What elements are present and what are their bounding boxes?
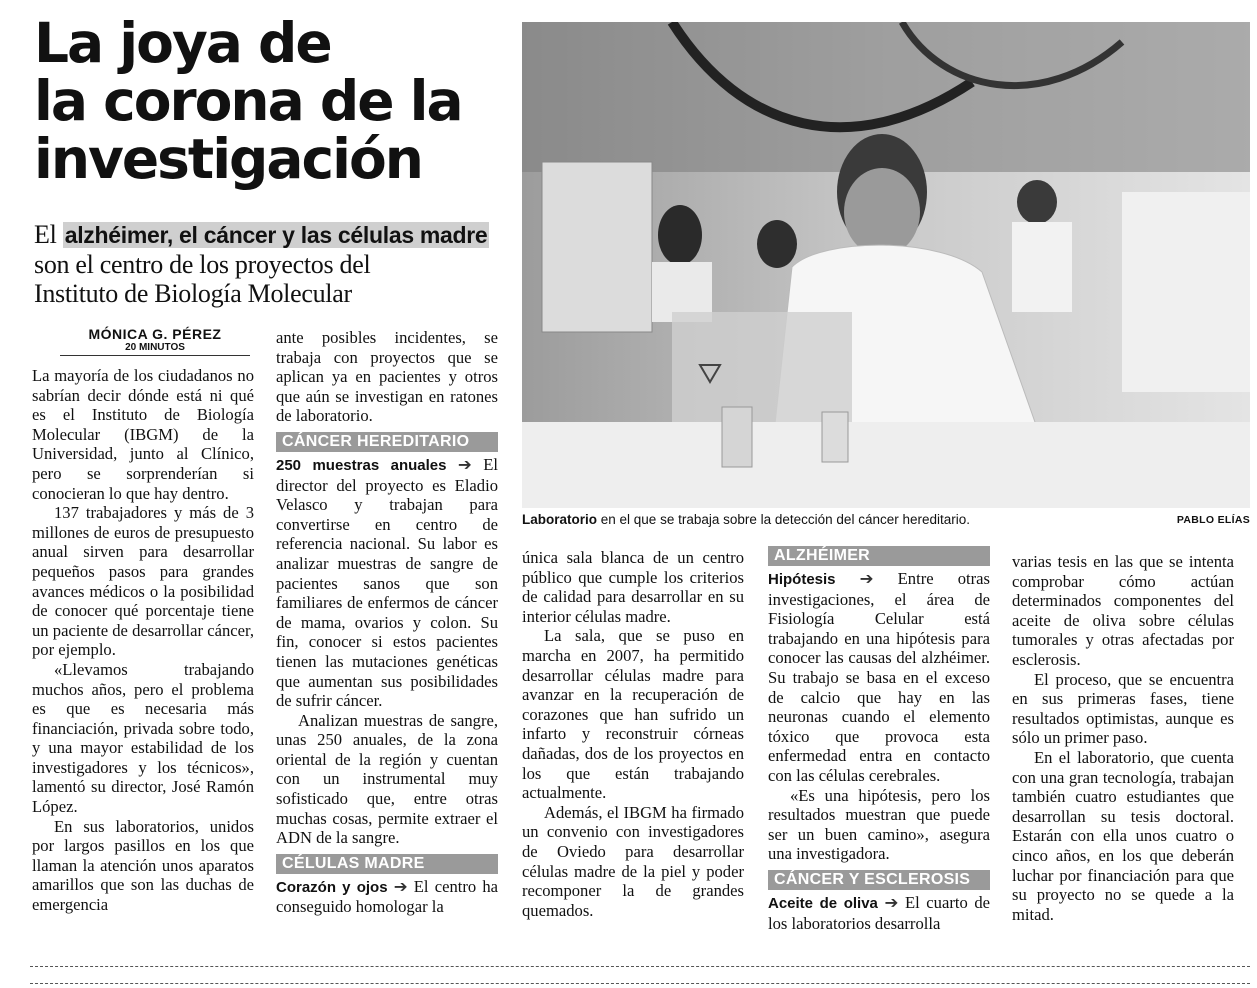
deck-line-2: son el centro de los proyectos del: [34, 250, 371, 279]
arrow-right-icon: ➔: [393, 876, 408, 896]
section-lead: Corazón y ojos: [276, 878, 388, 896]
section-lead: 250 muestras anuales: [276, 456, 447, 474]
section-header-celulas-madre: CÉLULAS MADRE: [276, 854, 498, 874]
headline-line-3: investigación: [34, 127, 422, 191]
paragraph: La mayoría de los ciudadanos no sabrían decir dónde está ni qué es el Instituto de Biología Molecular (IBGM) de la Universidad, junto al Clínico, pero se sorprenderían si conocieran lo que hay dentro.: [32, 366, 254, 503]
arrow-right-icon: ➔: [884, 892, 899, 912]
section-header-cancer-hereditario: CÁNCER HEREDITARIO: [276, 432, 498, 452]
paragraph: Además, el IBGM ha firmado un convenio con investigadores de Oviedo para desarrollar células madre de la piel y poder recomponer la de grandes quemados.: [522, 802, 744, 920]
column-3: [522, 548, 744, 920]
lab-photo: [522, 22, 1250, 508]
paragraph: En sus laboratorios, unidos por largos pasillos en los que llaman la atención unos aparatos amarillos que son las duchas de emergencia: [32, 816, 254, 915]
paragraph: Analizan muestras de sangre, unas 250 anuales, de la zona oriental de la región y cuentan con un instrumental muy sofisticado que, entre otras muchas cosas, permite extraer el ADN de la sangre.: [276, 710, 498, 848]
deck-line-3: Instituto de Biología Molecular: [34, 279, 352, 308]
section-header-alzheimer: ALZHÉIMER: [768, 546, 990, 566]
divider-rule: [30, 983, 1250, 984]
paragraph: «Llevamos trabajando muchos años, pero el problema es que es necesaria más financiación, privada sobre todo, y una mayor estabilidad de los investigadores y los técnicos», lamentó su director, José Ramón López.: [32, 659, 254, 817]
paragraph: 137 trabajadores y más de 3 millones de euros de presupuesto anual sirven para desarrollar pequeños pasos para grandes avances médicos o la posibilidad de conocer qué porcentaje tiene un paciente de desarrollar cáncer, por ejemplo.: [32, 503, 254, 660]
paragraph: El cuarto de los laboratorios desarrolla: [768, 892, 990, 933]
byline: [60, 326, 250, 356]
paragraph: El director del proyecto es Eladio Velasco y trabajan para convertirse en centro de referencia nacional. Su labor es analizar muestras de sangre de pacientes sanos que son familiares de enfermos de cáncer de mama, ovarios y colon. Su fin, conocer si estos pacientes tienen las mutaciones genéticas que aumentan sus posibilidades de sufrir cáncer.: [276, 454, 498, 711]
author-name: MÓNICA G. PÉREZ: [88, 326, 222, 342]
arrow-right-icon: ➔: [859, 569, 874, 588]
paragraph: Entre otras investigaciones, el área de Fisiología Celular está trabajando en una hipótesis para conocer las causas del alzhéimer. Su trabajo se basa en el exceso de calcio que hay en las neuronas cuando el elemento tóxico que provoca esta enfermedad entra en contacto con las células cerebrales.: [768, 569, 990, 785]
headline: [34, 11, 504, 191]
photo-caption: [522, 512, 1250, 527]
headline-line-1: La joya de: [34, 11, 331, 75]
headline-line-2: la corona de la: [34, 69, 462, 133]
lab-photo-illustration: [522, 22, 1250, 508]
paragraph: En el laboratorio, que cuenta con una gran tecnología, trabajan también cuatro estudiantes que desarrollan su tesis doctoral. Estarán con ella unos cuatro o cinco años, en los que deberán luchar por financiación para que su proyecto no se quede a la mitad.: [1012, 747, 1234, 924]
paragraph: «Es una hipótesis, pero los resultados muestran que puede ser un buen camino», asegura una investigadora.: [768, 785, 990, 864]
column-5: [1012, 552, 1234, 924]
deck-highlight: alzhéimer, el cáncer y las células madre: [64, 222, 488, 248]
paragraph: El centro ha conseguido homologar la: [276, 876, 498, 917]
paragraph: ante posibles incidentes, se trabaja con proyectos que se aplican ya en pacientes y otros que aún se investigan en ratones de laboratorio.: [276, 328, 498, 426]
photo-credit: PABLO ELÍAS: [1176, 514, 1250, 526]
paragraph: El proceso, que se encuentra en sus primeras fases, tiene resultados optimistas, aunque es sólo un primer paso.: [1012, 669, 1234, 748]
column-1: [32, 366, 254, 915]
outlet-name: 20 MINUTOS: [60, 342, 250, 356]
paragraph: varias tesis en las que se intenta comprobar cómo actúan determinados componentes del aceite de oliva sobre células tumorales y otras afectadas por esclerosis.: [1012, 552, 1234, 669]
deck-prefix: El: [34, 220, 57, 249]
section-header-cancer-esclerosis: CÁNCER Y ESCLEROSIS: [768, 870, 990, 890]
deck: [34, 220, 514, 308]
column-2: [276, 328, 498, 917]
caption-lead: Laboratorio: [522, 512, 598, 527]
arrow-right-icon: ➔: [457, 454, 472, 474]
paragraph: única sala blanca de un centro público que cumple los criterios de calidad para desarrollar en su interior células madre.: [522, 548, 744, 626]
section-lead: Hipótesis: [768, 571, 836, 588]
paragraph: La sala, que se puso en marcha en 2007, ha permitido desarrollar células madre para avanzar en la recuperación de corazones que han sufrido un infarto y reconstruir córneas dañadas, dos de los proyectos en los que están trabajando actualmente.: [522, 626, 744, 803]
caption-text: en el que se trabaja sobre la detección del cáncer hereditario.: [597, 512, 970, 527]
section-lead: Aceite de oliva: [768, 894, 878, 912]
column-4: [768, 546, 990, 933]
divider-rule: [30, 966, 1250, 967]
